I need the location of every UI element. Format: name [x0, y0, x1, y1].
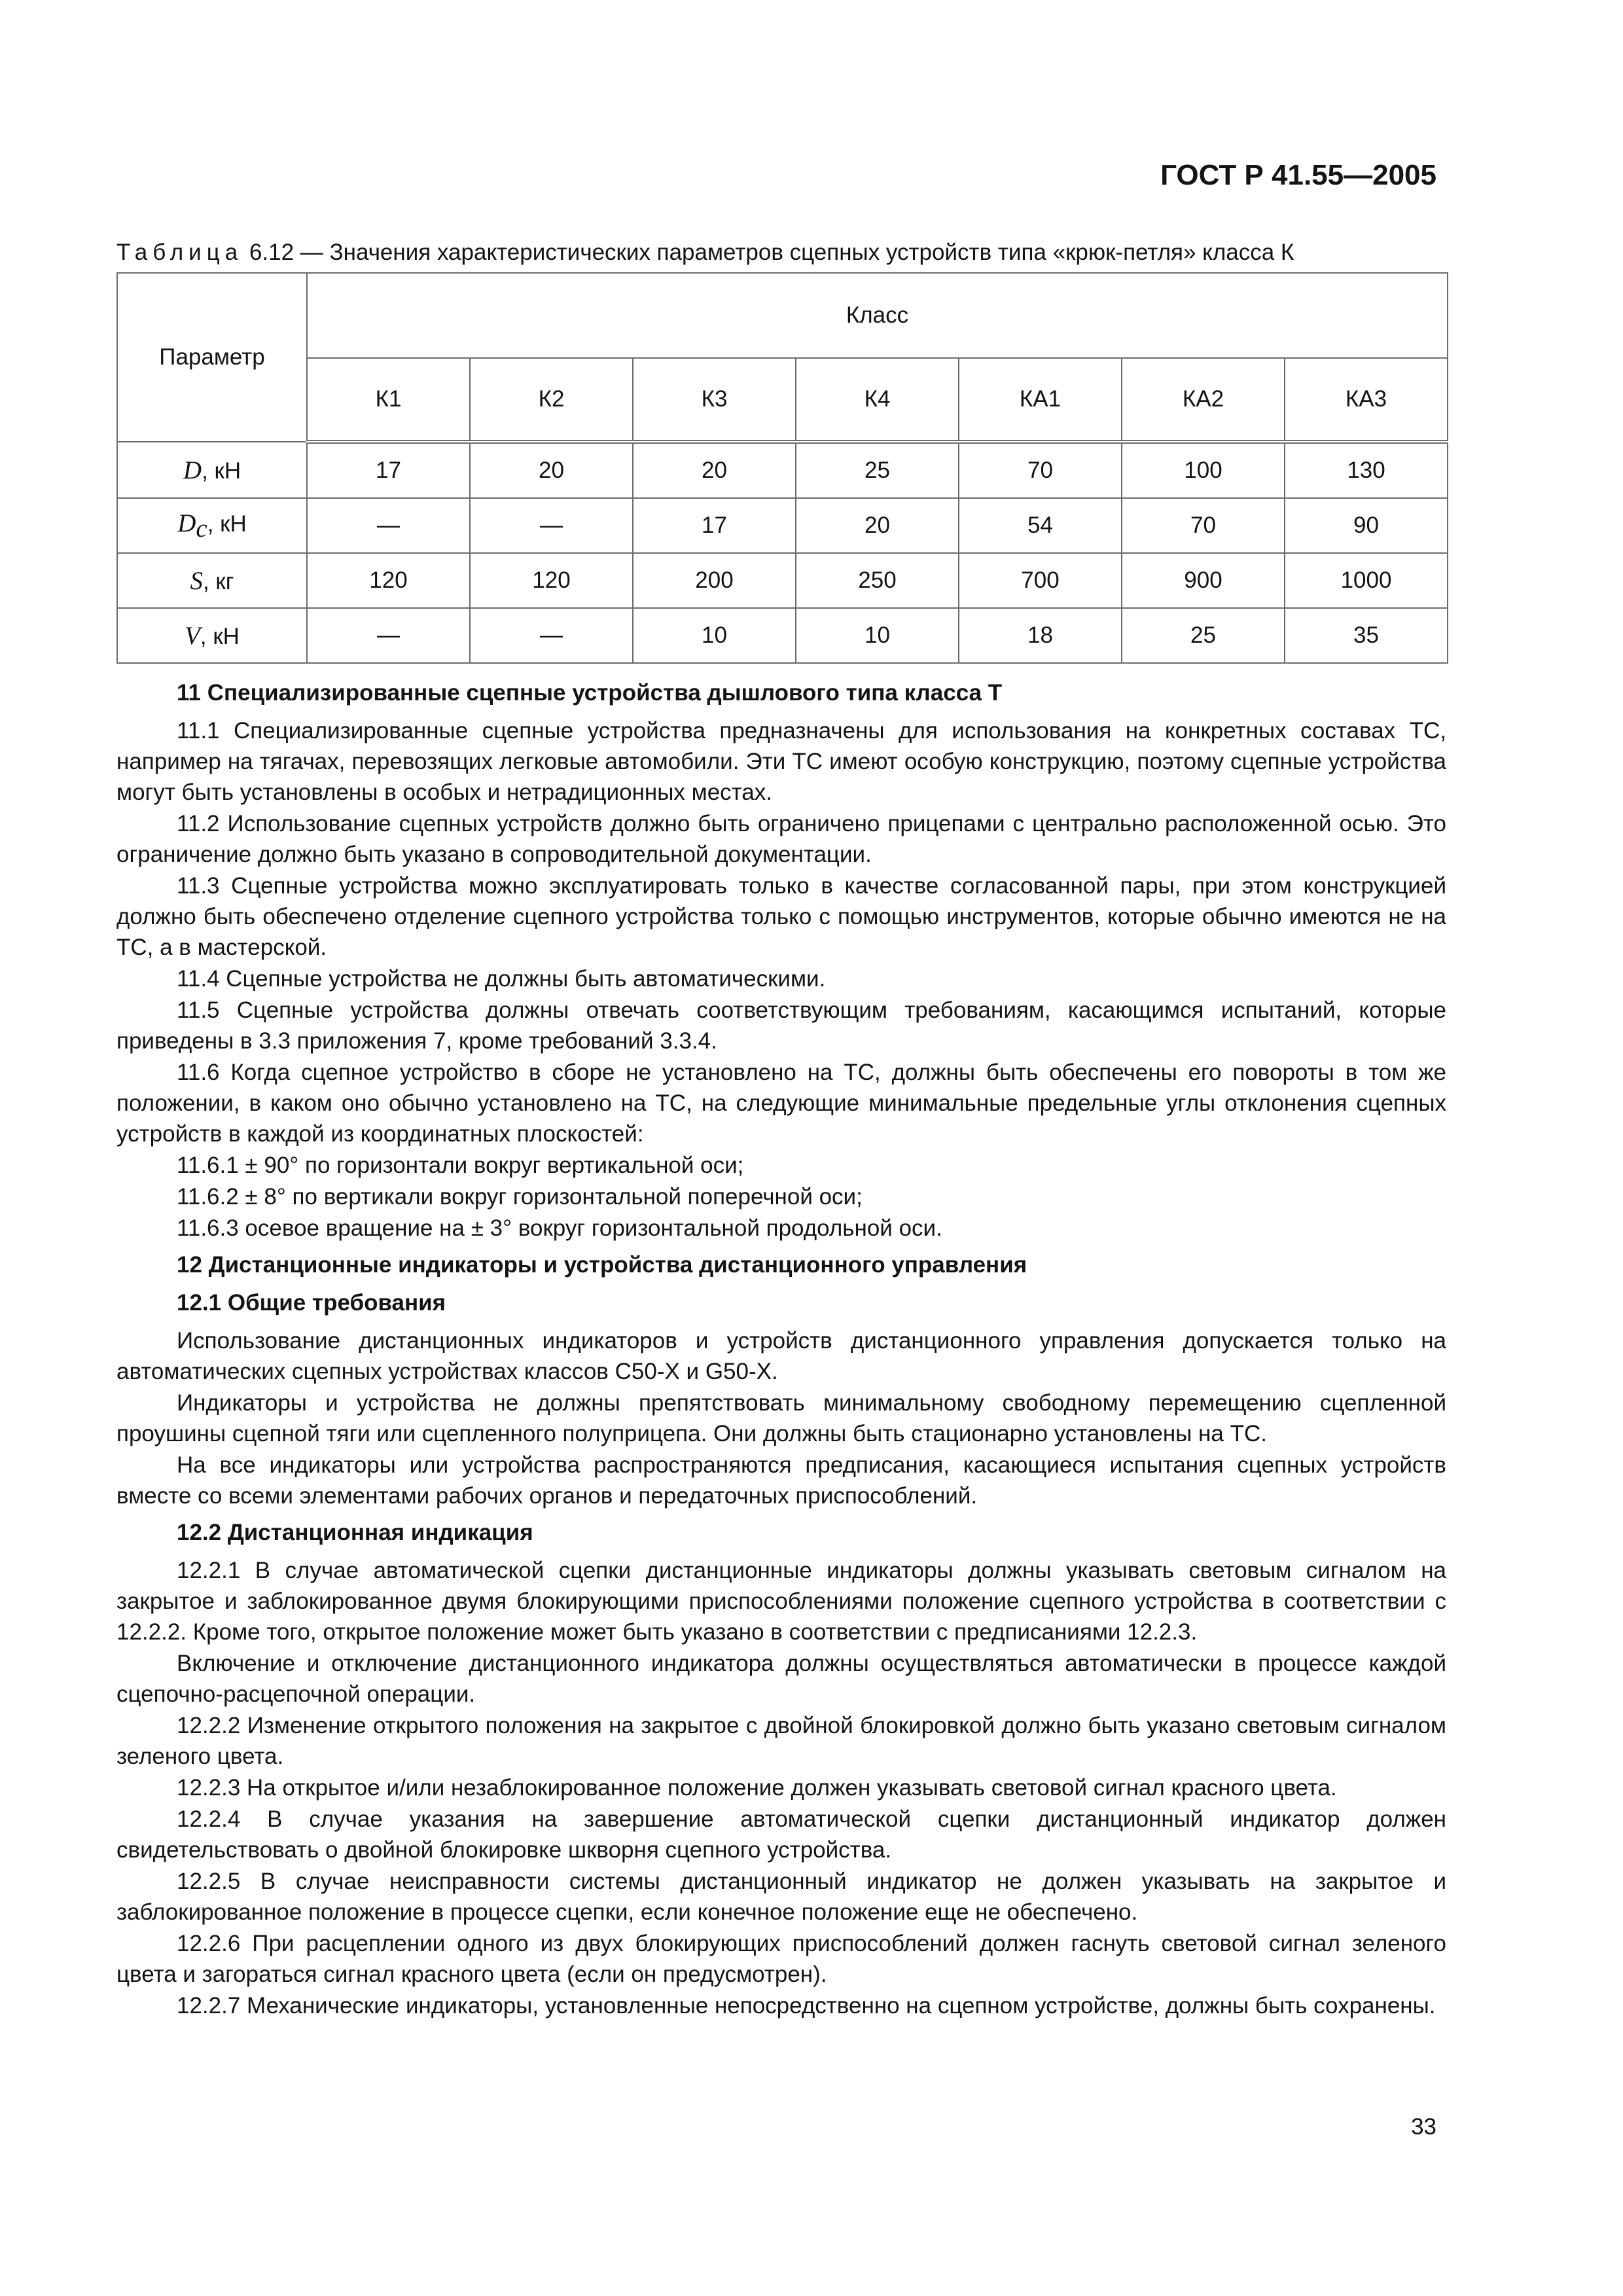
value-cell: —	[470, 608, 633, 663]
paragraph-11-6-2: 11.6.2 ± 8° по вертикали вокруг горизонтальной поперечной оси;	[177, 1184, 863, 1210]
param-cell	[117, 608, 307, 663]
paragraph-12-2-6: 12.2.6 При расцеплении одного из двух блокирующих приспособлений должен гаснуть световой сигнал зеленого цвета и загораться сигнал красного цвета (если он предусмотрен).	[116, 1931, 1446, 1987]
table-row	[117, 608, 1448, 663]
param-unit: , кН	[207, 511, 247, 537]
paragraph-12-2-3: 12.2.3 На открытое и/или незаблокированное положение должен указывать световой сигнал красного цвета.	[177, 1775, 1337, 1801]
paragraph-12-1-c: На все индикаторы или устройства распространяются предписания, касающиеся испытания сцепных устройств вместе со всеми элементами рабочих органов и передаточных приспособлений.	[116, 1452, 1446, 1509]
paragraph-12-1-b: Индикаторы и устройства не должны препятствовать минимальному свободному перемещению сцепленной проушины сцепной тяги или сцепленного полуприцепа. Они должны быть стационарно установлены на ТС.	[116, 1390, 1446, 1446]
class-header: КА1	[959, 358, 1122, 442]
value-cell: 10	[796, 608, 959, 663]
value-cell: 20	[470, 442, 633, 498]
paragraph-12-2-5: 12.2.5 В случае неисправности системы дистанционный индикатор не должен указывать на закрытое и заблокированное положение в процессе сцепки, если конечное положение еще не обеспечено.	[116, 1869, 1446, 1925]
value-cell: 120	[307, 553, 470, 608]
class-header: К2	[470, 358, 633, 442]
body-text	[116, 672, 1446, 2022]
param-unit: , кН	[202, 457, 241, 484]
table-caption-text: 6.12 — Значения характеристических параметров сцепных устройств типа «крюк-петля» класса К	[243, 240, 1294, 265]
value-cell: 25	[1122, 608, 1285, 663]
table-row	[117, 498, 1448, 553]
value-cell: 200	[633, 553, 796, 608]
param-subscript: c	[196, 514, 207, 543]
value-cell: 900	[1122, 553, 1285, 608]
paragraph-12-2-1: 12.2.1 В случае автоматической сцепки дистанционные индикаторы должны указывать световым сигналом на закрытое и заблокированное двумя блокирующими приспособлениями положение сцепного устройства в соответствии с 12.2.2. Кроме того, открытое положение может быть указано в соответствии с предписаниями 12.2.3.	[116, 1558, 1446, 1645]
value-cell: 20	[633, 442, 796, 498]
class-names-row	[117, 358, 1448, 442]
param-symbol: V	[185, 621, 200, 650]
paragraph-11-1: 11.1 Специализированные сцепные устройства предназначены для использования на конкретных составах ТС, например на тягачах, перевозящих легковые автомобили. Эти ТС имеют особую конструкцию, поэтому сцепные устройства могут быть установлены в особых и нетрадиционных местах.	[116, 718, 1446, 805]
param-symbol: S	[190, 566, 203, 595]
class-group-header: Класс	[307, 273, 1448, 358]
paragraph-12-2-1b: Включение и отключение дистанционного индикатора должны осуществляться автоматически в процессе каждой сцепочно-расцепочной операции.	[116, 1651, 1446, 1707]
paragraph-11-6-3: 11.6.3 осевое вращение на ± 3° вокруг горизонтальной продольной оси.	[177, 1215, 942, 1241]
page-number: 33	[1411, 2114, 1436, 2140]
class-header: КА3	[1285, 358, 1448, 442]
class-header: КА2	[1122, 358, 1285, 442]
value-cell: 70	[1122, 498, 1285, 553]
paragraph-12-2-4: 12.2.4 В случае указания на завершение автоматической сцепки дистанционный индикатор должен свидетельствовать о двойной блокировке шкворня сцепного устройства.	[116, 1806, 1446, 1863]
class-header: К3	[633, 358, 796, 442]
class-header: К1	[307, 358, 470, 442]
value-cell: 90	[1285, 498, 1448, 553]
paragraph-12-2-2: 12.2.2 Изменение открытого положения на закрытое с двойной блокировкой должно быть указано световым сигналом зеленого цвета.	[116, 1713, 1446, 1769]
param-symbol: D	[183, 456, 202, 484]
value-cell: 18	[959, 608, 1122, 663]
standard-id-header: ГОСТ Р 41.55—2005	[1160, 159, 1436, 191]
value-cell: 54	[959, 498, 1122, 553]
table-header-row	[117, 273, 1448, 358]
value-cell: 17	[307, 442, 470, 498]
param-cell	[117, 553, 307, 608]
table-caption	[116, 237, 1445, 268]
paragraph-11-2: 11.2 Использование сцепных устройств должно быть ограничено прицепами с центрально расположенной осью. Это ограничение должно быть указано в сопроводительной документации.	[116, 811, 1446, 867]
param-cell	[117, 442, 307, 498]
value-cell: 130	[1285, 442, 1448, 498]
param-cell	[117, 498, 307, 553]
value-cell: 250	[796, 553, 959, 608]
param-unit: , кг	[202, 568, 234, 594]
value-cell: 25	[796, 442, 959, 498]
value-cell: 100	[1122, 442, 1285, 498]
value-cell: 70	[959, 442, 1122, 498]
paragraph-11-3: 11.3 Сцепные устройства можно эксплуатировать только в качестве согласованной пары, при этом конструкцией должно быть обеспечено отделение сцепного устройства только с помощью инструментов, которые обычно имеются не на ТС, а в мастерской.	[116, 873, 1446, 960]
paragraph-11-6-1: 11.6.1 ± 90° по горизонтали вокруг вертикальной оси;	[177, 1153, 744, 1178]
section-12-heading: 12 Дистанционные индикаторы и устройства дистанционного управления	[177, 1252, 1027, 1278]
paragraph-11-6: 11.6 Когда сцепное устройство в сборе не установлено на ТС, должны быть обеспечены его повороты в том же положении, в каком оно обычно установлено на ТС, на следующие минимальные предельные углы отклонения сцепных устройств в каждой из координатных плоскостей:	[116, 1060, 1446, 1147]
value-cell: 10	[633, 608, 796, 663]
parameters-table	[116, 272, 1448, 664]
paragraph-12-2-7: 12.2.7 Механические индикаторы, установленные непосредственно на сцепном устройстве, должны быть сохранены.	[177, 1993, 1436, 2018]
value-cell: 20	[796, 498, 959, 553]
class-header: К4	[796, 358, 959, 442]
value-cell: 17	[633, 498, 796, 553]
param-symbol: D	[177, 509, 196, 537]
table-caption-label: Таблица	[116, 240, 243, 265]
table-row	[117, 553, 1448, 608]
param-unit: , кН	[200, 623, 240, 649]
value-cell: —	[307, 608, 470, 663]
paragraph-11-4: 11.4 Сцепные устройства не должны быть автоматическими.	[177, 966, 826, 992]
value-cell: —	[307, 498, 470, 553]
paragraph-12-1-a: Использование дистанционных индикаторов и устройств дистанционного управления допускается только на автоматических сцепных устройствах классов С50-Х и G50-Х.	[116, 1328, 1446, 1384]
value-cell: 35	[1285, 608, 1448, 663]
paragraph-11-5: 11.5 Сцепные устройства должны отвечать соответствующим требованиям, касающимся испытаний, которые приведены в 3.3 приложения 7, кроме требований 3.3.4.	[116, 997, 1446, 1054]
value-cell: 700	[959, 553, 1122, 608]
subsection-12-2-heading: 12.2 Дистанционная индикация	[177, 1520, 533, 1545]
subsection-12-1-heading: 12.1 Общие требования	[177, 1290, 446, 1316]
param-column-header: Параметр	[117, 273, 307, 442]
value-cell: —	[470, 498, 633, 553]
value-cell: 120	[470, 553, 633, 608]
section-11-heading: 11 Специализированные сцепные устройства дышлового типа класса Т	[177, 680, 1003, 706]
value-cell: 1000	[1285, 553, 1448, 608]
table-row	[117, 442, 1448, 498]
